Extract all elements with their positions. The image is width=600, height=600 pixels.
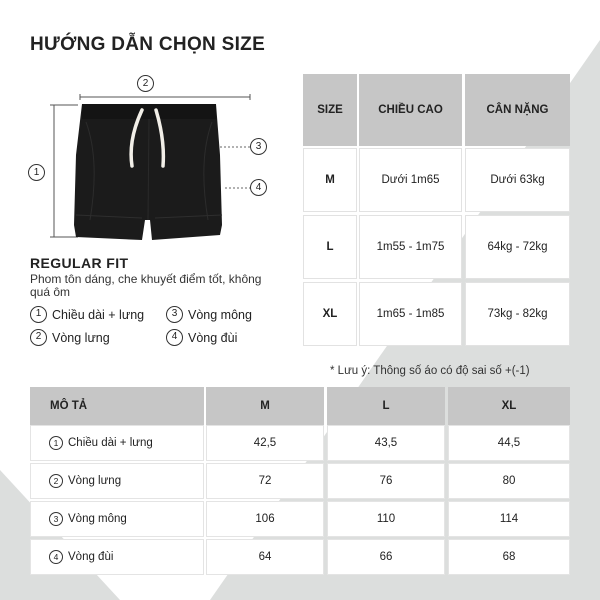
column-header-m: M xyxy=(206,387,324,425)
table-cell: 110 xyxy=(327,501,445,537)
height-header: CHIỀU CAO xyxy=(359,74,462,146)
table-cell: 76 xyxy=(327,463,445,499)
legend-item xyxy=(30,329,110,346)
column-header-l: L xyxy=(327,387,445,425)
page-title: HƯỚNG DẪN CHỌN SIZE xyxy=(30,34,266,55)
number-3-icon: 3 xyxy=(166,306,183,323)
table-row-label xyxy=(30,501,204,537)
weight-cell: 73kg - 82kg xyxy=(465,282,570,346)
size-cell: XL xyxy=(303,282,357,346)
legend-item xyxy=(30,306,144,323)
legend-label: Vòng mông xyxy=(188,307,252,322)
table-cell: 80 xyxy=(448,463,570,499)
marker-4-icon: 4 xyxy=(250,179,267,196)
size-cell: M xyxy=(303,148,357,212)
table-row-label xyxy=(30,539,204,575)
weight-cell: Dưới 63kg xyxy=(465,148,570,212)
table-cell: 66 xyxy=(327,539,445,575)
legend-label: Vòng đùi xyxy=(188,330,238,345)
shorts-diagram xyxy=(20,70,280,250)
height-cell: 1m65 - 1m85 xyxy=(359,282,462,346)
legend-item xyxy=(166,306,252,323)
number-1-icon: 1 xyxy=(49,436,63,450)
table-cell: 64 xyxy=(206,539,324,575)
table-cell: 43,5 xyxy=(327,425,445,461)
table-row-label xyxy=(30,463,204,499)
marker-3-icon: 3 xyxy=(250,138,267,155)
legend-label: Chiều dài + lưng xyxy=(52,307,145,322)
table-cell: 72 xyxy=(206,463,324,499)
row-label-text: Vòng đùi xyxy=(68,551,114,563)
size-cell: L xyxy=(303,215,357,279)
fit-description: Phom tôn dáng, che khuyết điểm tốt, không quá ôm xyxy=(30,272,262,299)
row-label-text: Chiều dài + lưng xyxy=(68,437,153,449)
number-2-icon: 2 xyxy=(49,474,63,488)
table-cell: 68 xyxy=(448,539,570,575)
table-row-label xyxy=(30,425,204,461)
size-header: SIZE xyxy=(303,74,357,146)
legend-item xyxy=(166,329,237,346)
height-cell: Dưới 1m65 xyxy=(359,148,462,212)
legend-label: Vòng lưng xyxy=(52,330,110,345)
description-header: MÔ TẢ xyxy=(30,387,204,425)
row-label-text: Vòng mông xyxy=(68,513,127,525)
weight-cell: 64kg - 72kg xyxy=(465,215,570,279)
table-cell: 42,5 xyxy=(206,425,324,461)
height-cell: 1m55 - 1m75 xyxy=(359,215,462,279)
tolerance-note: * Lưu ý: Thông số áo có độ sai số +(-1) xyxy=(330,365,530,377)
table-cell: 44,5 xyxy=(448,425,570,461)
marker-1-icon: 1 xyxy=(28,164,45,181)
weight-header: CÂN NẶNG xyxy=(465,74,570,146)
number-2-icon: 2 xyxy=(30,329,47,346)
row-label-text: Vòng lưng xyxy=(68,475,122,487)
shorts-illustration xyxy=(20,70,280,250)
number-1-icon: 1 xyxy=(30,306,47,323)
table-cell: 106 xyxy=(206,501,324,537)
column-header-xl: XL xyxy=(448,387,570,425)
fit-title: REGULAR FIT xyxy=(30,255,129,271)
number-4-icon: 4 xyxy=(49,550,63,564)
table-cell: 114 xyxy=(448,501,570,537)
number-3-icon: 3 xyxy=(49,512,63,526)
marker-2-icon: 2 xyxy=(137,75,154,92)
number-4-icon: 4 xyxy=(166,329,183,346)
